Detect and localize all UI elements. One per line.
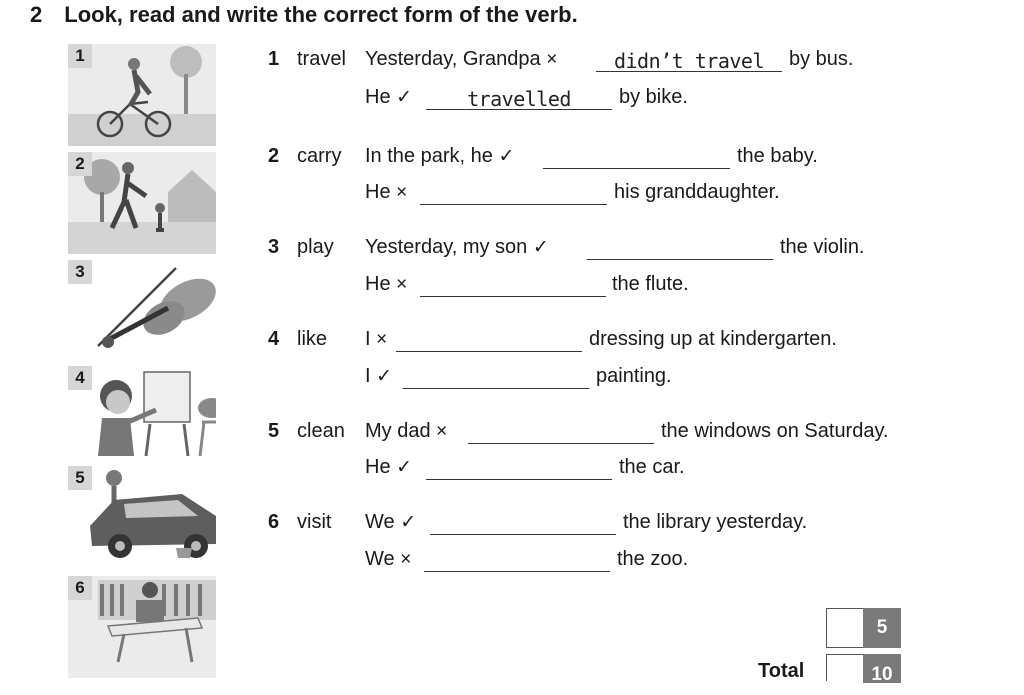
sentence-end: his granddaughter. [614,181,780,203]
sentence-end: the library yesterday. [623,511,808,533]
answer-blank[interactable] [403,366,589,389]
total-max-box: 10 [863,654,901,683]
check-mark-icon: ✓ [396,87,413,108]
cross-mark-icon: × [396,274,408,295]
answer-blank[interactable] [420,274,606,297]
check-mark-icon: ✓ [498,146,515,167]
picture-4 [68,366,216,468]
check-mark-icon: ✓ [376,366,393,387]
answer-blank[interactable] [420,182,607,205]
item-verb: clean [297,420,345,442]
sentence-start: Yesterday, my son ✓ [365,236,549,258]
answer-blank[interactable] [424,549,610,572]
sentence-start: We × [365,548,412,570]
picture-3 [68,260,216,362]
handwritten-answer: didn’t travel [613,49,765,73]
exercise-heading [30,2,578,28]
item-number: 6 [268,511,280,533]
cross-mark-icon: × [546,49,558,70]
answer-blank[interactable] [426,457,612,480]
item-number: 3 [268,236,280,258]
sentence-end: by bus. [789,48,854,70]
total-label: Total [758,660,805,682]
sentence-start: He × [365,181,408,203]
item-number: 4 [268,328,280,350]
check-mark-icon: ✓ [532,237,549,258]
sentence-start: Yesterday, Grandpa × [365,48,558,70]
cross-mark-icon: × [436,421,448,442]
sentence-start: I × [365,328,388,350]
score-max-box: 5 [863,608,901,648]
sentence-start: I ✓ [365,365,393,387]
item-verb: carry [297,145,342,167]
item-number: 2 [268,145,280,167]
answer-blank[interactable] [426,87,612,110]
sentence-start: He ✓ [365,86,413,108]
handwritten-answer: travelled [467,87,571,111]
item-verb: like [297,328,328,350]
answer-blank[interactable] [396,329,582,352]
picture-number: 3 [68,260,92,284]
sentence-end: the car. [619,456,685,478]
sentence-end: dressing up at kindergarten. [589,328,837,350]
picture-number: 5 [68,466,92,490]
picture-number: 4 [68,366,92,390]
item-verb: play [297,236,334,258]
item-verb: visit [297,511,332,533]
exercise-instruction: Look, read and write the correct form of the verb. [64,2,578,27]
cross-mark-icon: × [400,549,412,570]
total-input-box[interactable] [826,654,864,681]
cross-mark-icon: × [376,329,388,350]
answer-blank[interactable] [430,512,616,535]
item-number: 5 [268,420,280,442]
sentence-start: He ✓ [365,456,413,478]
sentence-end: by bike. [619,86,688,108]
answer-blank[interactable] [596,49,782,72]
sentence-end: the violin. [780,236,865,258]
picture-6 [68,576,216,678]
item-verb: travel [297,48,346,70]
picture-number: 2 [68,152,92,176]
picture-2 [68,152,216,254]
sentence-start: My dad × [365,420,448,442]
exercise-number: 2 [30,2,43,27]
item-number: 1 [268,48,280,70]
sentence-start: He × [365,273,408,295]
picture-1 [68,44,216,146]
answer-blank[interactable] [587,237,773,260]
sentence-start: We ✓ [365,511,417,533]
score-input-box[interactable] [826,608,864,648]
check-mark-icon: ✓ [400,512,417,533]
answer-blank[interactable] [468,421,654,444]
sentence-end: the flute. [612,273,689,295]
picture-5 [68,466,216,568]
sentence-end: the zoo. [617,548,689,570]
sentence-end: the windows on Saturday. [661,420,889,442]
sentence-end: painting. [596,365,672,387]
picture-number: 1 [68,44,92,68]
check-mark-icon: ✓ [396,457,413,478]
answer-blank[interactable] [543,146,730,169]
cross-mark-icon: × [396,182,408,203]
sentence-end: the baby. [737,145,818,167]
sentence-start: In the park, he ✓ [365,145,515,167]
picture-number: 6 [68,576,92,600]
